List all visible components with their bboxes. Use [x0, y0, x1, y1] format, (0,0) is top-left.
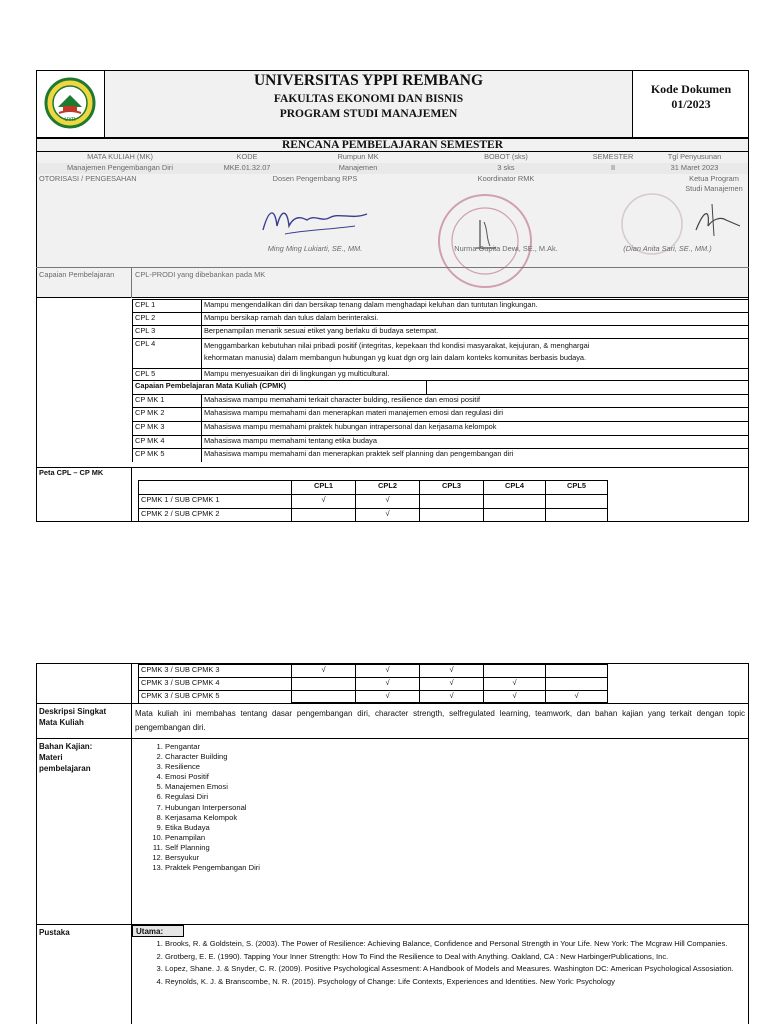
empty-cell — [291, 690, 355, 703]
col-header-kode: KODE — [236, 152, 258, 161]
bahan-item: 2. Character Building — [165, 752, 732, 762]
peta-matrix-bottom — [36, 703, 749, 704]
university-logo — [44, 77, 96, 129]
cpmk-code-2: CP MK 2 — [132, 407, 201, 421]
role-koordinator: Koordinator RMK — [477, 174, 535, 183]
empty-cell — [419, 508, 483, 522]
empty-cell — [291, 508, 355, 522]
cpl-text-1: Mampu mengendalikan diri dan bersikap tenang dalam menghadapi keluhan dan tuntutan lingkungan. — [201, 299, 749, 312]
value-bobot: 3 sks — [497, 163, 515, 172]
bahan-label-line3: pembelajaran — [39, 764, 91, 773]
check-mark-icon: √ — [355, 677, 419, 690]
program-name: PROGRAM STUDI MANAJEMEN — [279, 108, 458, 120]
bahan-label-line1: Bahan Kajian: — [39, 742, 93, 751]
check-mark-icon: √ — [355, 664, 419, 677]
cpl-text-5: Mampu menyesuaikan diri di lingkungan yg multicultural. — [201, 368, 749, 380]
empty-cell — [483, 508, 545, 522]
doc-code-label: Kode Dokumen — [650, 82, 732, 96]
value-tgl: 31 Maret 2023 — [670, 163, 719, 172]
pustaka-reference: 1. Brooks, R. & Goldstein, S. (2003). The Power of Resilience: Achieving Balance, Confidence and Personal Strength in Your Life. New York: The Mcgraw Hill Companies. — [165, 939, 744, 950]
peta-header-cpl2: CPL2 — [355, 480, 419, 494]
pustaka-reference: 2. Grotberg, E. E. (1990). Tapping Your Inner Strength: How To Find the Resilience to Deal with Anything. Oakland, CA : New HarbingerPublications, Inc. — [165, 952, 744, 963]
faculty-name: FAKULTAS EKONOMI DAN BISNIS — [273, 93, 464, 105]
bahan-item: 6. Regulasi Diri — [165, 792, 732, 802]
peta-label: Peta CPL – CP MK — [39, 468, 104, 477]
bahan-item: 5. Manajemen Emosi — [165, 782, 732, 792]
deskripsi-label — [39, 706, 131, 728]
check-mark-icon: √ — [419, 690, 483, 703]
pustaka-reference: 3. Lopez, Shane. J. & Snyder, C. R. (2009). Positive Psychological Assesment: A Handbook of Models and Measures. Washington DC: American Psychological Assosiation. — [165, 964, 744, 975]
check-mark-icon: √ — [419, 664, 483, 677]
rps-title: RENCANA PEMBELAJARAN SEMESTER — [281, 139, 504, 151]
col-header-mk: MATA KULIAH (MK) — [87, 152, 153, 161]
bahan-item: 3. Resilience — [165, 762, 732, 772]
value-kode: MKE.01.32.07 — [223, 163, 271, 172]
check-mark-icon: √ — [291, 494, 355, 508]
bahan-label-line2: Materi — [39, 753, 63, 762]
bahan-item: 11. Self Planning — [165, 843, 732, 853]
deskripsi-text: Mata kuliah ini membahas tentang dasar pengembangan diri, character strength, selfregulated learning, teamwork, dan bahan kajian yang terkait dengan topic pengembangan diri. — [135, 709, 745, 732]
name-dosen: Ming Ming Lukiarti, SE., MM. — [267, 244, 363, 253]
otorisasi-label: OTORISASI / PENGESAHAN — [39, 174, 137, 183]
bahan-item: 10. Penampilan — [165, 833, 732, 843]
peta-label-divider — [131, 467, 132, 522]
cpl-text-4-line2: kehormatan manusia) dalam membangun hubungan yg kuat dgn org lain dalam konteks komunitas berbasis budaya. — [204, 353, 587, 362]
pustaka-label: Pustaka — [39, 928, 70, 937]
value-rumpun: Manajemen — [338, 163, 378, 172]
cpmk-text-5: Mahasiswa mampu memahami dan menerapkan praktek self planning dan pengembangan diri — [201, 448, 749, 462]
empty-cell — [483, 664, 545, 677]
cpmk-text-2: Mahasiswa mampu memahami dan menerapkan materi manajemen emosi dan regulasi diri — [201, 407, 749, 421]
check-mark-icon: √ — [545, 690, 608, 703]
empty-cell — [291, 677, 355, 690]
bahan-item: 12. Bersyukur — [165, 853, 732, 863]
stamp-koordinator — [430, 186, 540, 296]
doc-code-value: 01/2023 — [671, 97, 711, 111]
role-ketua: Ketua Program Studi Manajemen — [685, 174, 743, 193]
cpl-code-2: CPL 2 — [132, 312, 201, 325]
deskripsi-label-line2: Mata Kuliah — [39, 718, 84, 727]
cpmk-heading-rule — [427, 380, 749, 381]
signature-dosen — [255, 200, 375, 240]
pustaka-ordered-list — [132, 939, 744, 987]
peta-row-label: CPMK 3 / SUB CPMK 4 — [138, 677, 291, 690]
bahan-label — [39, 741, 131, 774]
peta-row-label: CPMK 3 / SUB CPMK 3 — [138, 664, 291, 677]
check-mark-icon: √ — [419, 677, 483, 690]
bahan-ordered-list — [132, 742, 732, 873]
cpmk-code-5: CP MK 5 — [132, 448, 201, 462]
peta-row-label: CPMK 1 / SUB CPMK 1 — [138, 494, 291, 508]
bahan-item: 9. Etika Budaya — [165, 823, 732, 833]
peta-matrix-corner — [138, 480, 291, 494]
empty-cell — [419, 494, 483, 508]
empty-cell — [545, 664, 608, 677]
cpl-code-1: CPL 1 — [132, 299, 201, 312]
check-mark-icon: √ — [355, 690, 419, 703]
cpmk-code-4: CP MK 4 — [132, 435, 201, 448]
cpmk-heading: Capaian Pembelajaran Mata Kuliah (CPMK) — [132, 380, 427, 394]
peta-header-cpl5: CPL5 — [545, 480, 608, 494]
bahan-item: 4. Emosi Positif — [165, 772, 732, 782]
capaian-label-divider — [131, 267, 132, 298]
peta-row-label: CPMK 2 / SUB CPMK 2 — [138, 508, 291, 522]
check-mark-icon: √ — [291, 664, 355, 677]
peta-header-cpl3: CPL3 — [419, 480, 483, 494]
bahan-list — [132, 742, 732, 873]
cpmk-text-4: Mahasiswa mampu memahami tentang etika budaya — [201, 435, 749, 448]
col-header-rumpun: Rumpun MK — [337, 152, 379, 161]
check-mark-icon: √ — [355, 494, 419, 508]
check-mark-icon: √ — [483, 690, 545, 703]
empty-cell — [483, 494, 545, 508]
check-mark-icon: √ — [483, 677, 545, 690]
cpl-code-5: CPL 5 — [132, 368, 201, 380]
capaian-divider — [36, 267, 749, 268]
bahan-item: 8. Kerjasama Kelompok — [165, 813, 732, 823]
cpl-text-4-line1: Menggambarkan kebutuhan nilai pribadi positif (integritas, kepekaan thd kondisi masyarakat, kejujuran, & menghargai — [204, 341, 590, 350]
col-header-tgl: Tgl Penyusunan — [667, 152, 722, 161]
cpl-text-4 — [201, 338, 749, 368]
peta-rule — [36, 467, 749, 468]
cpmk-code-1: CP MK 1 — [132, 394, 201, 407]
cpmk-text-3: Mahasiswa mampu memahami praktek hubungan intrapersonal dan kerjasama kelompok — [201, 421, 749, 435]
cpl-prodi-label: CPL-PRODI yang dibebankan pada MK — [135, 270, 266, 279]
bahan-item: 7. Hubungan Interpersonal — [165, 803, 732, 813]
bahan-item: 1. Pengantar — [165, 742, 732, 752]
deskripsi-label-line1: Deskripsi Singkat — [39, 707, 107, 716]
cpmk-text-1: Mahasiswa mampu memahami terkait character bulding, resilience dan emosi positif — [201, 394, 749, 407]
peta-header-cpl4: CPL4 — [483, 480, 545, 494]
empty-cell — [545, 508, 608, 522]
logo-text: UYR — [64, 117, 76, 123]
cpl-text-2: Mampu bersikap ramah dan tulus dalam berinteraksi. — [201, 312, 749, 325]
check-mark-icon: √ — [355, 508, 419, 522]
col-header-semester: SEMESTER — [592, 152, 634, 161]
empty-cell — [545, 677, 608, 690]
col-header-bobot: BOBOT (sks) — [484, 152, 528, 161]
cpl-text-3: Berpenampilan menarik sesuai etiket yang berlaku di budaya setempat. — [201, 325, 749, 338]
bahan-item: 13. Praktek Pengembangan Diri — [165, 863, 732, 873]
cpmk-code-3: CP MK 3 — [132, 421, 201, 435]
cpl-code-4: CPL 4 — [132, 338, 201, 368]
peta-row-label: CPMK 3 / SUB CPMK 5 — [138, 690, 291, 703]
pustaka-utama-label: Utama: — [132, 925, 184, 937]
role-dosen: Dosen Pengembang RPS — [272, 174, 358, 183]
value-mk: Manajemen Pengembangan Diri — [67, 163, 173, 172]
deskripsi-rule — [36, 738, 749, 739]
name-ketua: (Dian Anita Sari, SE., MM.) — [623, 244, 712, 253]
value-semester: II — [610, 163, 616, 172]
peta-header-cpl1: CPL1 — [291, 480, 355, 494]
university-name: UNIVERSITAS YPPI REMBANG — [253, 72, 484, 89]
capaian-label: Capaian Pembelajaran — [39, 270, 115, 279]
pustaka-list — [132, 939, 744, 989]
cpl-code-3: CPL 3 — [132, 325, 201, 338]
name-koordinator: Nurma Gupita Dewi, SE., M.Ak. — [454, 244, 558, 253]
empty-cell — [545, 494, 608, 508]
pustaka-reference: 4. Reynolds, K. J. & Branscombe, N. R. (2015). Psychology of Change: Life Contexts, Experiences and Identities. New York: Psychology — [165, 977, 744, 988]
